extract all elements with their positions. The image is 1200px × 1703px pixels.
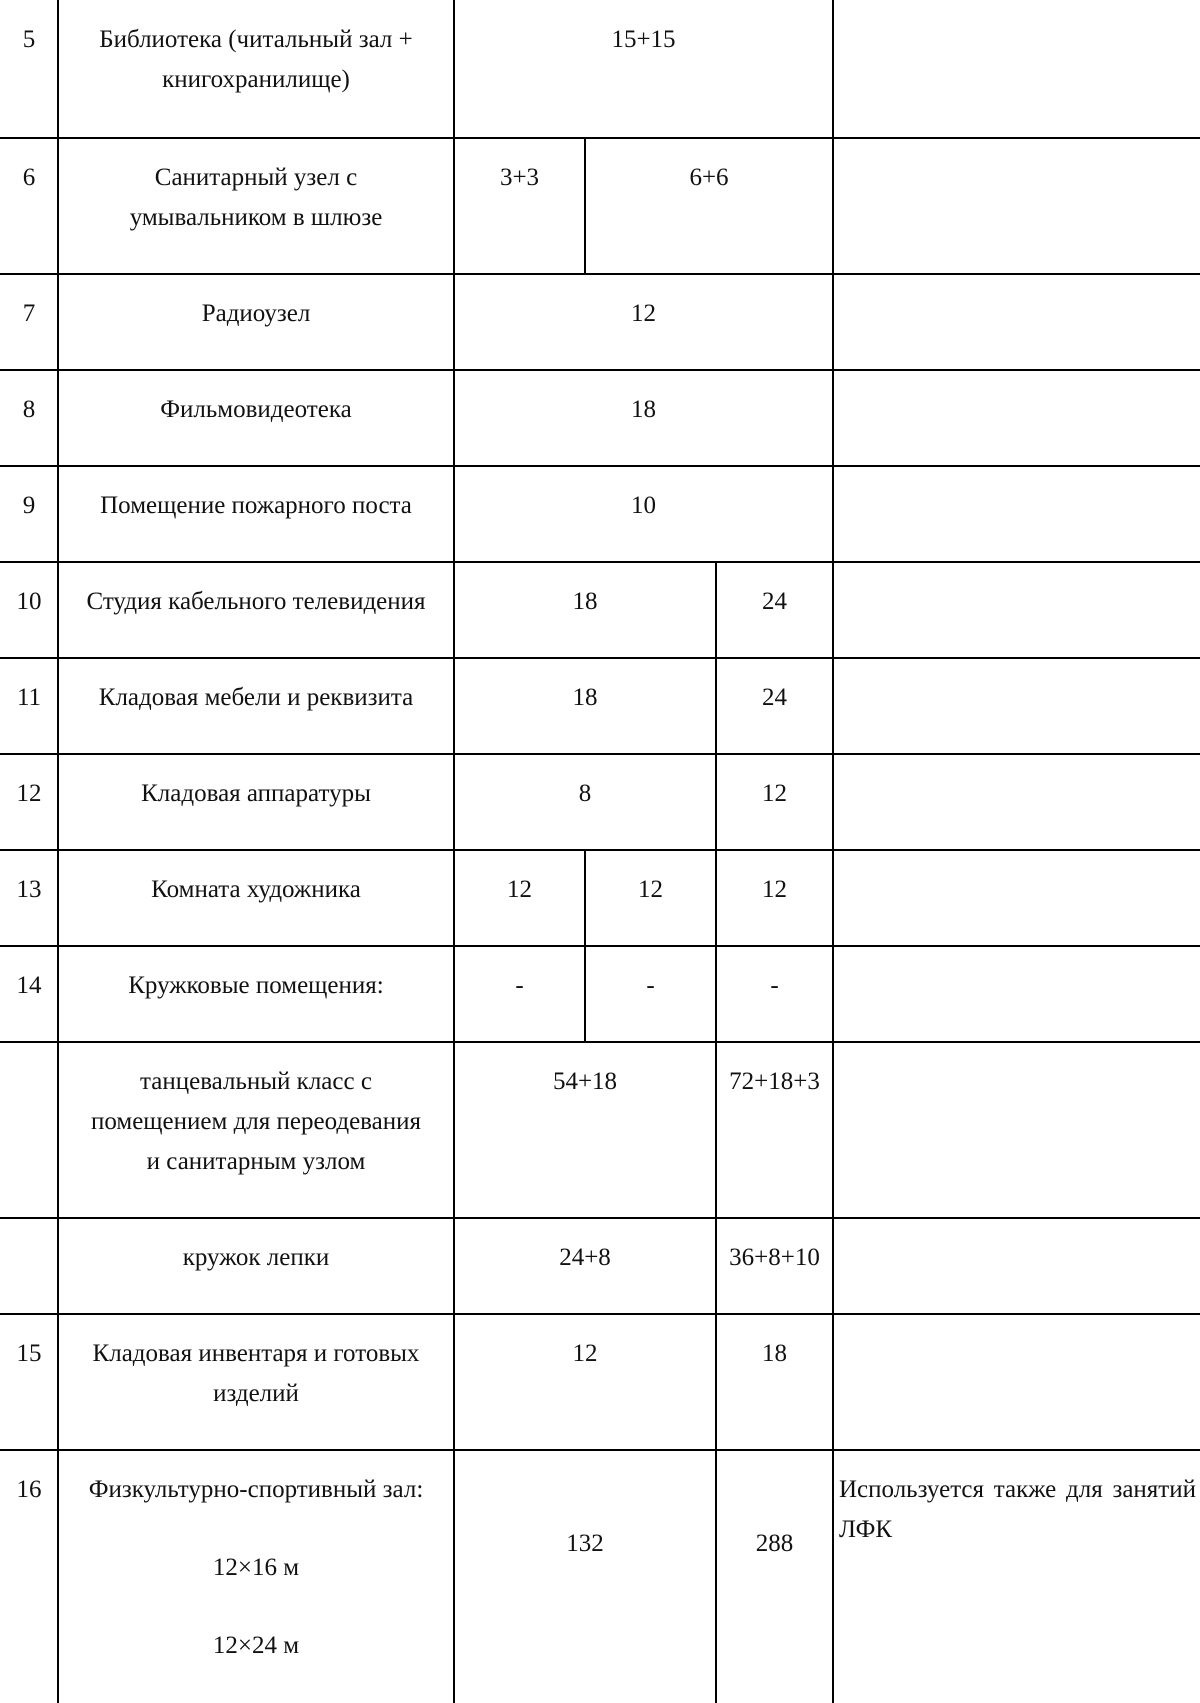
- area-value-text: 18: [762, 1340, 787, 1367]
- area-value: [716, 658, 833, 754]
- area-value: [585, 850, 716, 946]
- area-value: [585, 138, 833, 274]
- room-name-line: Студия кабельного телевидения: [86, 588, 426, 615]
- note-cell: [833, 1042, 1200, 1218]
- note-cell: [833, 1218, 1200, 1314]
- area-value-text: -: [770, 972, 779, 999]
- note-cell: [833, 658, 1200, 754]
- row-number: 5: [22, 26, 36, 53]
- area-value-text: 36+8+10: [729, 1244, 820, 1271]
- area-value-text: 12: [762, 876, 787, 903]
- room-name: [58, 754, 454, 850]
- area-value-text: 24: [762, 684, 787, 711]
- room-name-line: 12×16 м: [212, 1554, 300, 1581]
- area-value: [454, 850, 585, 946]
- row-number: 9: [22, 492, 36, 519]
- area-value-text: 132: [566, 1530, 604, 1557]
- row-number: 12: [16, 780, 42, 807]
- area-value-text: 12: [638, 876, 663, 903]
- area-value-text: 24+8: [559, 1244, 611, 1271]
- room-name-line: Помещение пожарного поста: [100, 492, 412, 519]
- area-value-text: 18: [572, 684, 598, 711]
- room-name-line: умывальником в шлюзе: [129, 204, 383, 231]
- area-value: [454, 1450, 716, 1703]
- room-name-line: Санитарный узел с: [154, 164, 358, 191]
- area-value-text: 72+18+3: [729, 1068, 820, 1095]
- room-name-line: Фильмовидеотека: [160, 396, 352, 423]
- room-name-line: Комната художника: [151, 876, 361, 903]
- room-name: [58, 1450, 454, 1703]
- note-cell: [833, 138, 1200, 274]
- area-value-text: 12: [631, 300, 656, 327]
- note-cell: Используется также для занятий ЛФК: [839, 1476, 1196, 1543]
- row-number: 8: [22, 396, 36, 423]
- area-value-text: 12: [507, 876, 532, 903]
- room-name-line: Кладовая мебели и реквизита: [98, 684, 414, 711]
- room-name-line: Кладовая аппаратуры: [141, 780, 371, 807]
- room-name: [58, 466, 454, 562]
- room-name: [58, 274, 454, 370]
- room-name-line: Библиотека (читальный зал +: [99, 26, 413, 53]
- note-cell: [833, 466, 1200, 562]
- area-value-text: -: [515, 972, 524, 999]
- area-value: [716, 754, 833, 850]
- area-value-text: 3+3: [499, 164, 540, 191]
- room-name-line: Кладовая инвентаря и готовых: [92, 1340, 420, 1367]
- area-value: [454, 1218, 716, 1314]
- note-cell: [833, 850, 1200, 946]
- row-number: 15: [16, 1340, 42, 1367]
- area-value: [454, 754, 716, 850]
- area-value: [454, 1314, 716, 1450]
- area-value-text: 8: [578, 780, 592, 807]
- room-name: [58, 850, 454, 946]
- area-value-text: 18: [631, 396, 656, 423]
- area-value: [716, 1042, 833, 1218]
- note-cell: [833, 562, 1200, 658]
- area-value: [716, 1218, 833, 1314]
- room-name-line: изделий: [213, 1380, 299, 1407]
- room-name: [58, 562, 454, 658]
- area-value: [716, 562, 833, 658]
- room-name: [58, 0, 454, 138]
- area-value-text: 54+18: [552, 1068, 618, 1095]
- area-value-text: 15+15: [611, 26, 676, 53]
- area-value: [454, 1042, 716, 1218]
- room-name-line: 12×24 м: [212, 1632, 300, 1659]
- area-value-text: 18: [572, 588, 598, 615]
- room-name: [58, 1218, 454, 1314]
- room-name: [58, 370, 454, 466]
- area-value: [716, 946, 833, 1042]
- note-cell: [833, 754, 1200, 850]
- area-value: [716, 850, 833, 946]
- area-value: [454, 562, 716, 658]
- area-value: [454, 466, 833, 562]
- room-name-line: Кружковые помещения:: [128, 972, 384, 999]
- area-value: [454, 274, 833, 370]
- area-value: [585, 946, 716, 1042]
- note-cell: [833, 1314, 1200, 1450]
- row-number: 11: [16, 684, 42, 711]
- area-value-text: 12: [762, 780, 787, 807]
- room-name: [58, 1042, 454, 1218]
- room-name-line: Физкультурно-спортивный зал:: [88, 1476, 424, 1503]
- room-name-line: танцевальный класс с: [140, 1068, 372, 1095]
- area-value: [716, 1314, 833, 1450]
- area-value-text: 12: [572, 1340, 598, 1367]
- room-name: [58, 138, 454, 274]
- room-name-line: кружок лепки: [182, 1244, 330, 1271]
- row-number: 14: [16, 972, 42, 999]
- area-value-text: 6+6: [689, 164, 729, 191]
- area-value-text: 288: [755, 1530, 794, 1557]
- row-number: [0, 1042, 58, 1218]
- row-number: 6: [22, 164, 36, 191]
- room-name-line: и санитарным узлом: [146, 1148, 366, 1175]
- note-cell: [833, 274, 1200, 370]
- room-name: [58, 1314, 454, 1450]
- row-number: [0, 1218, 58, 1314]
- area-value-text: 10: [631, 492, 656, 519]
- note-cell: [833, 370, 1200, 466]
- area-value: [454, 946, 585, 1042]
- note-cell: [833, 0, 1200, 138]
- area-value: [716, 1450, 833, 1703]
- room-name-line: Радиоузел: [201, 300, 311, 327]
- row-number: 13: [16, 876, 42, 903]
- room-name-line: помещением для переодевания: [90, 1108, 422, 1135]
- room-name-line: книгохранилище): [162, 66, 350, 93]
- area-value: [454, 658, 716, 754]
- row-number: 10: [16, 588, 42, 615]
- area-value-text: -: [646, 972, 655, 999]
- row-number: 16: [16, 1476, 42, 1503]
- row-number: 7: [22, 300, 36, 327]
- area-value: [454, 0, 833, 138]
- note-cell: [833, 946, 1200, 1042]
- room-name: [58, 658, 454, 754]
- area-value-text: 24: [762, 588, 787, 615]
- area-value: [454, 370, 833, 466]
- room-name: [58, 946, 454, 1042]
- area-value: [454, 138, 585, 274]
